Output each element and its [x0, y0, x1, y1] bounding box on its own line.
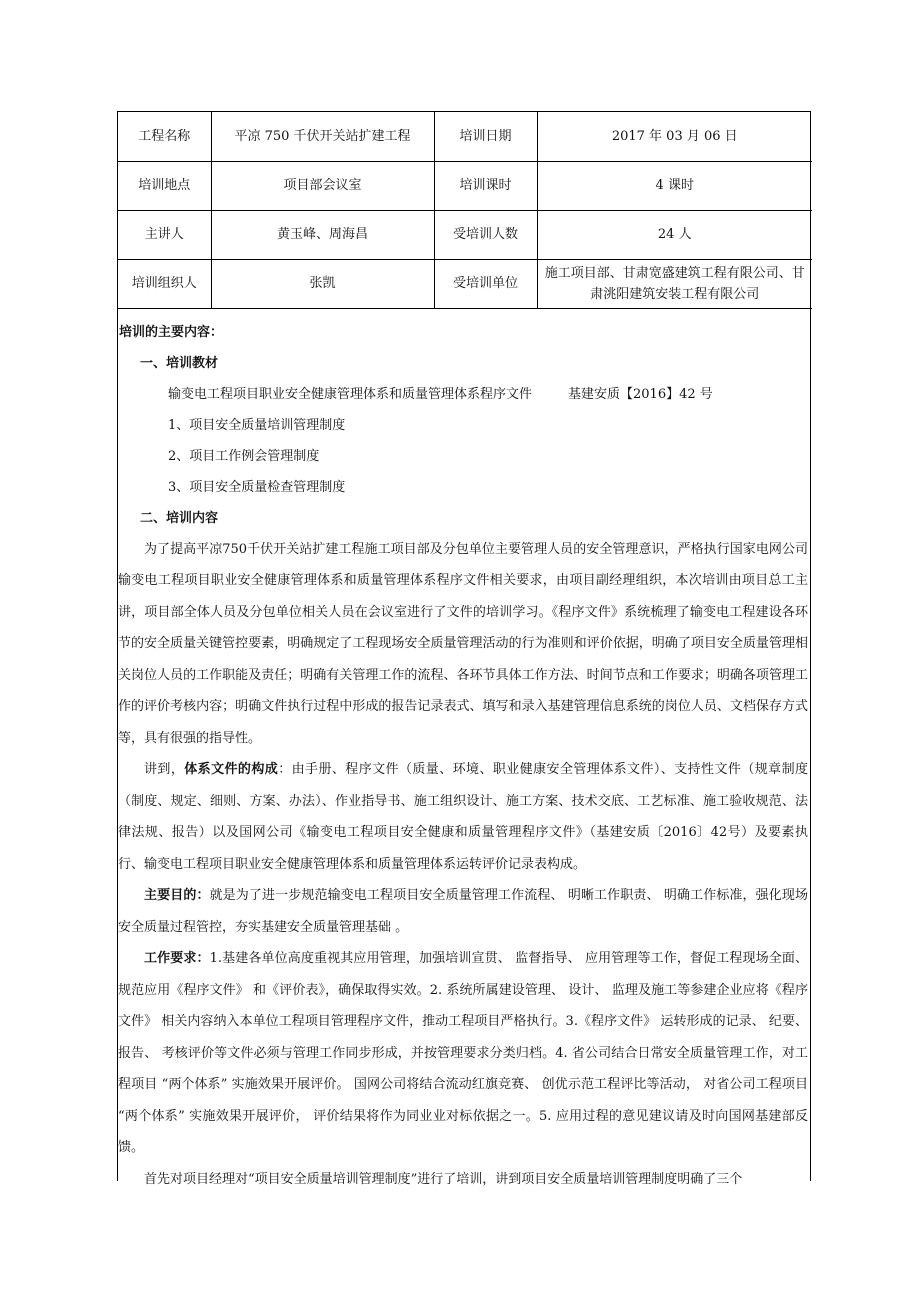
- training-hours-label: 培训课时: [434, 161, 537, 210]
- list-item: 3、项目安全质量检查管理制度: [168, 479, 346, 495]
- section-materials-title: 一、培训教材: [140, 355, 219, 371]
- para-text: ：由手册、程序文件（质量、环境、职业健康安全管理体系文件）、支持性文件（规章制度（制度、规定、细则、方案、办法）、作业指导书、施工组织设计、施工方案、技术交底、工艺标准、施工验收规范、法律法规、报告）以及国网公司《输变电工程项目安全健康和质量管理程序文件》（基建安质〔2016〕42号）及要素执行、输变电工程项目职业安全健康管理体系和质量管理体系运转评价记录表构成。: [118, 762, 808, 872]
- organizer-label: 培训组织人: [118, 259, 211, 308]
- para-bold-term: 体系文件的构成: [184, 762, 279, 777]
- project-name-label: 工程名称: [118, 112, 211, 161]
- para-text: 1.基建各单位高度重视其应用管理，加强培训宣贯、 监督指导、 应用管理等工作，督促工程现场全面、 规范应用《程序文件》 和《评价表》，确保取得实效。2. 系统所属建设管理、 设计、 监理及施工等参建企业应将《程序文件》 相关内容纳入本单位工程项目管理程序文件，推动工程项目严格执行。3.《程序文件》 运转形成的记录、 纪要、 报告、 考核评价等文件必须与管理工作同步形成，并按管理要求分类归档。4. 省公司结合日常安全质量管理工作，对工程项目 “两个体系” 实施效果开展评价。 国网公司将结合流动红旗竞赛、 创优示范工程评比等活动， 对省公司工程项目 “两个体系” 实施效果开展评价， 评价结果将作为同业业对标依据之一。5. 应用过程的意见建议请及时向国网基建部反馈。: [118, 951, 808, 1155]
- section-content-title: 二、培训内容: [140, 510, 219, 526]
- para-bold-term: 工作要求：: [144, 951, 210, 966]
- main-content-heading: 培训的主要内容：: [119, 324, 224, 340]
- main-purpose-paragraph: [118, 880, 810, 943]
- material-title: 输变电工程项目职业安全健康管理体系和质量管理体系程序文件: [168, 386, 533, 402]
- training-content: [118, 309, 810, 1196]
- training-location-value: 项目部会议室: [211, 161, 434, 210]
- para-bold-term: 主要目的：: [144, 888, 210, 903]
- lecturer-value: 黄玉峰、周海昌: [211, 210, 434, 259]
- trainee-count-label: 受培训人数: [434, 210, 537, 259]
- para-prefix: 讲到，: [144, 762, 185, 777]
- table-row: [118, 112, 812, 161]
- list-item: 2、项目工作例会管理制度: [168, 448, 320, 464]
- training-date-label: 培训日期: [434, 112, 537, 161]
- material-ref: 基建安质【2016】42 号: [568, 386, 713, 402]
- project-name-value: 平凉 750 千伏开关站扩建工程: [211, 112, 434, 161]
- closing-paragraph: 首先对项目经理对“项目安全质量培训管理制度”进行了培训，讲到项目安全质量培训管理制度明确了三个: [144, 1171, 743, 1187]
- trainee-count-value: 24 人: [537, 210, 812, 259]
- lecturer-label: 主讲人: [118, 210, 211, 259]
- training-date-value: 2017 年 03 月 06 日: [537, 112, 812, 161]
- material-line: [118, 379, 810, 410]
- intro-paragraph: 为了提高平凉750千伏开关站扩建工程施工项目部及分包单位主要管理人员的安全管理意识，严格执行国家电网公司输变电工程项目职业安全健康管理体系和质量管理体系程序文件相关要求，由项目副经理组织，本次培训由项目总工主讲，项目部全体人员及分包单位相关人员在会议室进行了文件的培训学习。《程序文件》系统梳理了输变电工程建设各环节的安全质量关键管控要素，明确规定了工程现场安全质量管理活动的行为准则和评价依据，明确了项目安全质量管理相关岗位人员的工作职能及责任；明确有关管理工作的流程、各环节具体工作方法、时间节点和工作要求；明确各项管理工作的评价考核内容；明确文件执行过程中形成的报告记录表式、填写和录入基建管理信息系统的岗位人员、文档保存方式等，具有很强的指导性。: [118, 541, 808, 746]
- training-location-label: 培训地点: [118, 161, 211, 210]
- organizer-value: 张凯: [211, 259, 434, 308]
- training-info-table: [118, 112, 812, 309]
- table-row: [118, 210, 812, 259]
- system-composition-paragraph: [118, 754, 810, 880]
- trainee-unit-value: 施工项目部、甘肃宽盛建筑工程有限公司、甘肃洮阳建筑安装工程有限公司: [537, 259, 812, 308]
- work-requirements-paragraph: [118, 943, 810, 1164]
- list-item: 1、项目安全质量培训管理制度: [168, 417, 346, 433]
- trainee-unit-label: 受培训单位: [434, 259, 537, 308]
- table-row: [118, 259, 812, 308]
- training-hours-value: 4 课时: [537, 161, 812, 210]
- table-row: [118, 161, 812, 210]
- para-text: 就是为了进一步规范输变电工程项目安全质量管理工作流程、 明晰工作职责、 明确工作标准，强化现场安全质量过程管控，夯实基建安全质量管理基础 。: [118, 888, 808, 935]
- training-record-form: [117, 111, 811, 1187]
